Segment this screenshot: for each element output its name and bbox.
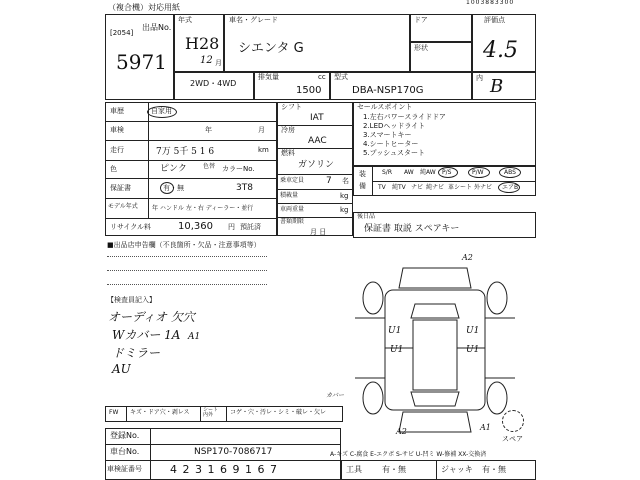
doc-label: 書類期限: [280, 218, 305, 225]
selling-label: セールスポイント: [357, 103, 413, 111]
category-value: 自家用: [151, 107, 172, 115]
color-change-label: 色替: [203, 163, 216, 170]
equip-airbag: エアB: [502, 184, 519, 191]
grade-label: 評価点: [484, 16, 505, 24]
option-scratch: キズ・ドア穴・剥レス: [130, 409, 190, 416]
month-unit: 月: [215, 59, 222, 67]
reg-no-label: 登録No.: [110, 431, 140, 440]
year-value: H28: [185, 34, 220, 53]
inspect-no-label: 車検証番号: [107, 465, 142, 473]
displacement-unit: cc: [318, 73, 326, 81]
weight-label: 車両重量: [280, 206, 305, 213]
damage-a2-top: A2: [462, 253, 473, 262]
year-month: 12: [200, 55, 213, 66]
ac-label: 冷房: [281, 126, 295, 134]
selling-point-5: 5.プッシュスタート: [363, 149, 426, 157]
option-seat: シート 内外: [203, 407, 219, 418]
selling-point-4: 4.シートヒーター: [363, 140, 419, 148]
model-value: DBA-NSP170G: [352, 85, 424, 96]
jack-value: 有・無: [482, 465, 506, 474]
equip-ps: P/S: [442, 169, 452, 176]
mileage-label: 走行: [110, 146, 124, 154]
damage-u1-c: U1: [466, 326, 480, 336]
shift-value: IAT: [310, 113, 324, 123]
warranty-value: 有・無: [163, 184, 184, 192]
jack-label: ジャッキ: [441, 465, 473, 474]
equip-jaw: 純AW: [420, 169, 436, 176]
inspection-month-unit: 月: [258, 126, 265, 134]
inspect-no-value: 4 2 3 1 6 9 1 6 7: [170, 463, 278, 476]
lot-number: 5971: [116, 50, 167, 74]
color-code: 3T8: [236, 183, 253, 193]
color-no-label: カラーNo.: [222, 165, 255, 173]
name-label: 車名・グレード: [229, 16, 278, 24]
inspector-line-1: オーディオ 欠穴: [108, 310, 195, 324]
legend-text: A-キズ C-腐食 E-エクボ S-サビ U-凹ミ W-修補 XX-交換済: [330, 451, 487, 458]
damage-u1-a: U1: [388, 326, 402, 336]
chassis-label: 車台No.: [110, 447, 140, 456]
tools-value: 有・無: [382, 465, 406, 474]
mileage-unit: km: [258, 146, 269, 154]
selling-point-3: 3.スマートキー: [363, 131, 412, 139]
recycle-value: 10,360: [178, 221, 213, 232]
load-label: 積載量: [280, 192, 299, 199]
displacement-value: 1500: [296, 85, 322, 96]
color-label: 色: [110, 165, 117, 173]
accessories-value: 保証書 取説 スペアキー: [364, 224, 460, 234]
capacity-unit: 名: [342, 177, 349, 185]
drive-label: 2WD・4WD: [190, 79, 237, 88]
equip-extnavi: 外ナビ: [474, 184, 493, 191]
fuel-value: ガソリン: [298, 160, 335, 170]
option-burn: コゲ・穴・汚レ・シミ・破レ・欠レ: [230, 409, 327, 416]
modified-label: モデル年式: [108, 203, 138, 210]
lot-label: 出品No.: [142, 23, 172, 32]
fuel-label: 燃料: [281, 149, 295, 157]
form-title: （複合機）対応用紙: [108, 3, 180, 12]
equip-side-1: 装: [359, 170, 366, 178]
model-label: 型式: [334, 73, 348, 81]
damage-a1-side: A1: [188, 332, 201, 342]
damage-a2-bottom: A2: [396, 427, 407, 436]
inspector-line-4: AU: [112, 362, 131, 376]
equip-navi: ナビ: [411, 184, 424, 191]
mileage-value: 7万 5千 5 1 6: [156, 147, 215, 157]
equip-jnavi: 純ナビ: [426, 184, 445, 191]
displacement-label: 排気量: [258, 73, 279, 81]
equip-leather: 革シート: [448, 184, 473, 191]
capacity-label: 乗車定員: [280, 177, 305, 184]
equip-pw: P/W: [472, 169, 484, 176]
door-label: ドア: [414, 16, 428, 24]
tools-block: [341, 460, 536, 480]
accessories-label: 後日品: [357, 213, 376, 220]
barcode-digits: 1003883300: [466, 0, 515, 6]
inspector-line-3: ドミラー: [112, 346, 161, 360]
damage-u1-b: U1: [390, 345, 404, 355]
equip-tv: TV: [378, 184, 386, 191]
modified-options: 年 ハンドル 左・右 ディーラー・並行: [152, 205, 254, 212]
interior-score: B: [490, 76, 504, 97]
recycle-unit: 円: [228, 223, 235, 231]
option-fw: FW: [109, 409, 119, 416]
damage-u1-d: U1: [466, 345, 480, 355]
interior-label: 内: [476, 74, 483, 82]
recycle-note: 預託済: [240, 223, 261, 231]
lot-stamp: [2054]: [110, 29, 134, 37]
score-value: 4.5: [483, 38, 518, 63]
selling-point-2: 2.LEDヘッドライト: [363, 122, 426, 130]
inspector-line-2: Wカバー 1A: [112, 328, 181, 342]
capacity-value: 7: [326, 176, 332, 186]
equip-abs: ABS: [504, 169, 516, 176]
car-diagram: [355, 248, 515, 448]
inspector-label: 【検査員記入】: [107, 296, 156, 304]
damage-cover: カバー: [326, 392, 345, 399]
color-value: ピンク: [160, 164, 187, 174]
year-label: 年式: [178, 16, 192, 24]
tools-label: 工具: [346, 465, 362, 474]
inspection-year-unit: 年: [205, 126, 212, 134]
equip-jtv: 純TV: [392, 184, 406, 191]
notice-text: ■出品店申告欄（不良箇所・欠品・注意事項等）: [107, 241, 261, 249]
load-unit: kg: [340, 192, 349, 200]
shape-label: 形状: [414, 44, 428, 52]
chassis-value: NSP170-7086717: [194, 447, 273, 457]
shift-label: シフト: [281, 103, 302, 111]
spare-label: スペア: [502, 435, 523, 443]
inspection-label: 車検: [110, 126, 124, 134]
warranty-label: 保証書: [110, 184, 131, 192]
name-value: シエンタ G: [238, 41, 304, 56]
equip-sr: S/R: [382, 169, 392, 176]
weight-unit: kg: [340, 206, 349, 214]
equip-aw: AW: [404, 169, 414, 176]
equip-side-2: 備: [359, 182, 366, 190]
recycle-label: リサイクル料: [110, 223, 152, 231]
selling-point-1: 1.左右パワースライドドア: [363, 113, 446, 121]
category-label: 車歴: [110, 107, 124, 115]
spare-tire-icon: [502, 410, 524, 432]
damage-a1-bottom: A1: [480, 423, 491, 432]
doc-unit: 月 日: [310, 228, 327, 236]
ac-value: AAC: [308, 136, 327, 146]
